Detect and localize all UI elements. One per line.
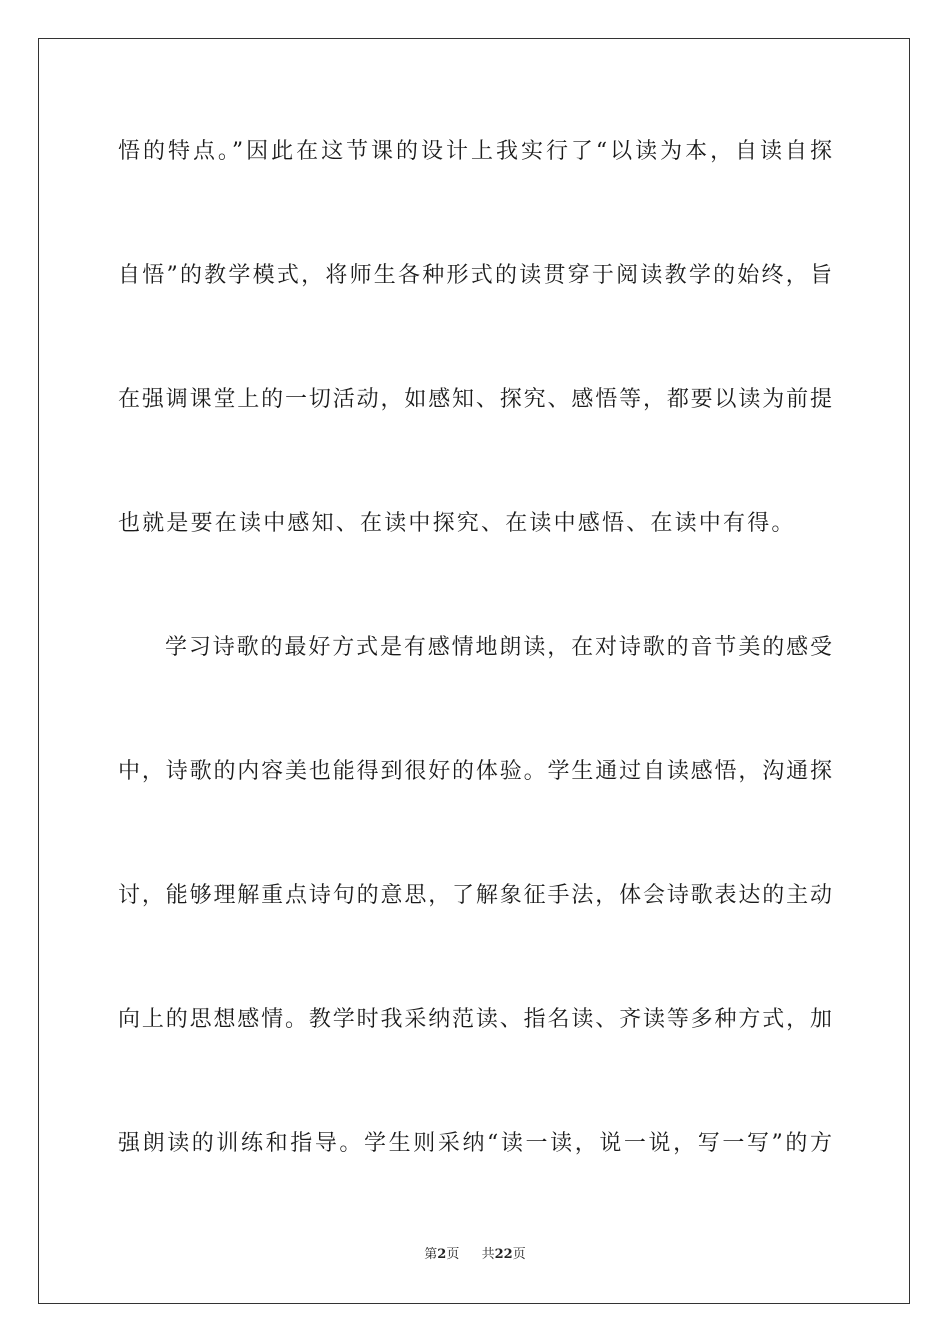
- page-footer: [0, 1246, 950, 1264]
- text-line-1: 悟的特点。”因此在这节课的设计上我实行了“以读为本，自读自探: [118, 139, 832, 164]
- page-label-suffix: 页: [446, 1247, 460, 1262]
- total-pages: 22: [494, 1247, 513, 1262]
- text-line-2: 自悟”的教学模式，将师生各种形式的读贯穿于阅读教学的始终，旨: [118, 263, 832, 288]
- text-line-7: 讨，能够理解重点诗句的意思，了解象征手法，体会诗歌表达的主动: [118, 883, 832, 908]
- text-line-3: 在强调课堂上的一切活动，如感知、探究、感悟等，都要以读为前提: [118, 387, 832, 412]
- total-label-prefix: 共: [481, 1247, 495, 1262]
- page-border: [38, 38, 910, 1304]
- page-label-prefix: 第: [424, 1247, 438, 1262]
- text-line-4: 也就是要在读中感知、在读中探究、在读中感悟、在读中有得。: [118, 511, 796, 536]
- text-line-9: 强朗读的训练和指导。学生则采纳“读一读，说一说，写一写”的方: [118, 1131, 832, 1156]
- text-line-6: 中，诗歌的内容美也能得到很好的体验。学生通过自读感悟，沟通探: [118, 759, 832, 784]
- text-line-8: 向上的思想感情。教学时我采纳范读、指名读、齐读等多种方式，加: [118, 1007, 832, 1032]
- page-number: 2: [437, 1247, 447, 1262]
- paragraph-start-line: 学习诗歌的最好方式是有感情地朗读，在对诗歌的音节美的感受: [165, 635, 832, 660]
- total-label-suffix: 页: [512, 1247, 526, 1262]
